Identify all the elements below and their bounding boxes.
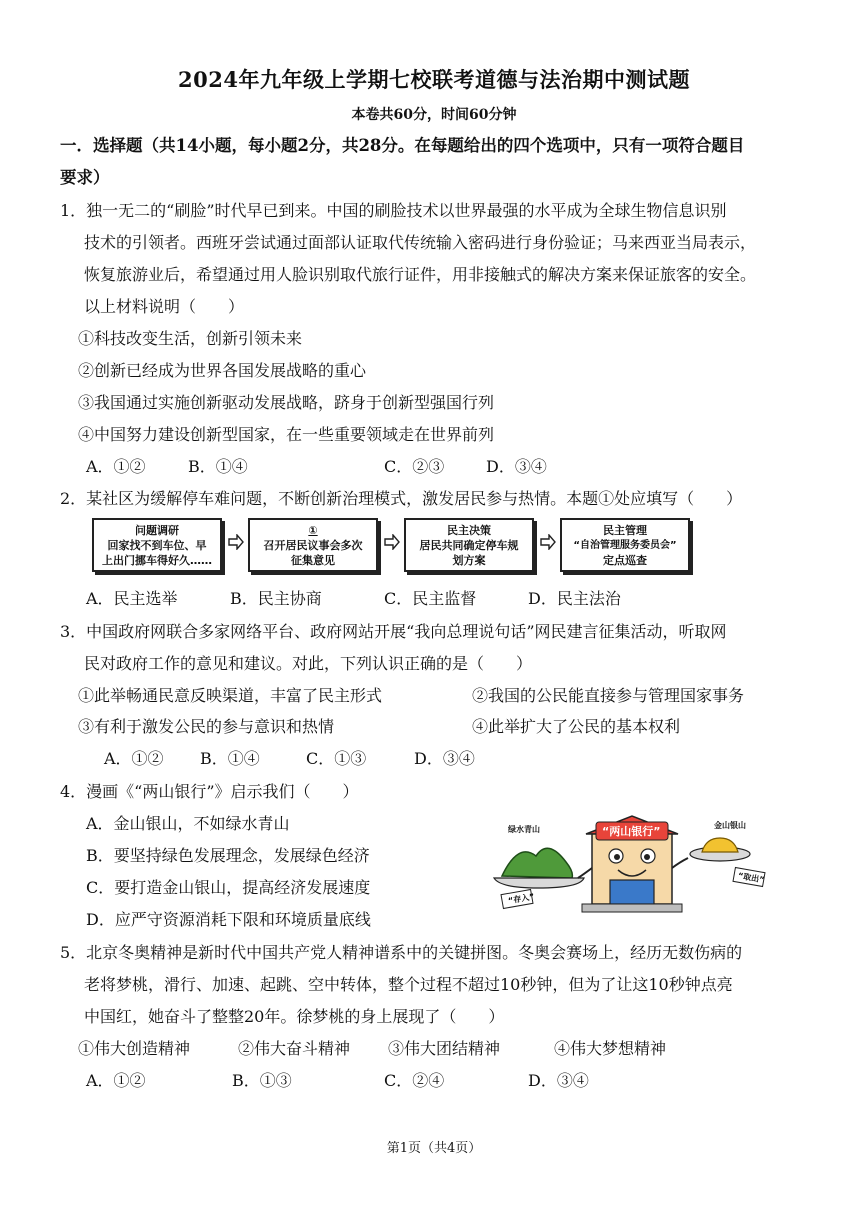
q5-option-b[interactable]: B．①③ <box>232 1071 292 1090</box>
flow-box-decision: 民主决策 居民共同确定停车规 划方案 <box>404 518 534 572</box>
cartoon-label-left: 绿水青山 <box>508 825 540 834</box>
q2-option-a[interactable]: A．民主选举 <box>86 589 178 608</box>
q1-item: ③我国通过实施创新驱动发展战略，跻身于创新型强国行列 <box>78 393 495 412</box>
q5-option-a[interactable]: A．①② <box>86 1071 146 1090</box>
q5-item: ④伟大梦想精神 <box>554 1039 667 1058</box>
q4-option-b[interactable]: B．要坚持绿色发展理念，发展绿色经济 <box>86 846 370 865</box>
flow-box-research: 问题调研 回家找不到车位、早 上出门挪车得好久…… <box>92 518 222 572</box>
cartoon-bank-label: “两山银行” <box>602 825 661 838</box>
q5-stem-line: 老将梦桃，滑行、加速、起跳、空中转体，整个过程不超过10秒钟，但为了让这10秒钟点亮 <box>84 975 733 994</box>
q2-option-d[interactable]: D．民主法治 <box>528 589 621 608</box>
flow-box-management: 民主管理 “自治管理服务委员会” 定点巡查 <box>560 518 690 572</box>
q3-option-b[interactable]: B．①④ <box>200 749 260 768</box>
q5-item: ③伟大团结精神 <box>388 1039 501 1058</box>
q4-option-a[interactable]: A．金山银山，不如绿水青山 <box>86 814 290 833</box>
q1-stem-line: 恢复旅游业后，希望通过用人脸识别取代旅行证件，用非接触式的解决方案来保证旅客的安全。 <box>84 265 757 284</box>
cartoon-label-right: 金山银山 <box>714 821 746 830</box>
q2-stem: 2．某社区为缓解停车难问题，不断创新治理模式，激发居民参与热情。本题①处应填写（ ） <box>60 489 743 508</box>
q3-item: ②我国的公民能直接参与管理国家事务 <box>472 686 745 705</box>
q1-option-d[interactable]: D．③④ <box>486 457 547 476</box>
q1-option-b[interactable]: B．①④ <box>188 457 248 476</box>
q5-item: ①伟大创造精神 <box>78 1039 191 1058</box>
q3-stem-line: 民对政府工作的意见和建议。对此，下列认识正确的是（ ） <box>84 654 533 673</box>
q5-option-c[interactable]: C．②④ <box>384 1071 445 1090</box>
q3-option-c[interactable]: C．①③ <box>306 749 367 768</box>
q3-option-d[interactable]: D．③④ <box>414 749 475 768</box>
q5-stem-line: 中国红，她奋斗了整整20年。徐梦桃的身上展现了（ ） <box>84 1007 505 1026</box>
two-mountains-bank-cartoon <box>488 812 772 920</box>
page-number: 第1页（共4页） <box>386 1141 482 1156</box>
q1-option-c[interactable]: C．②③ <box>384 457 445 476</box>
q1-stem-line: 以上材料说明（ ） <box>84 297 245 316</box>
section-heading: 一．选择题（共14小题，每小题2分，共28分。在每题给出的四个选项中，只有一项符合题目 <box>60 136 745 155</box>
q5-stem-line: 5．北京冬奥精神是新时代中国共产党人精神谱系中的关键拼图。冬奥会赛场上，经历无数伤病的 <box>60 943 743 962</box>
q1-option-a[interactable]: A．①② <box>86 457 146 476</box>
page-title: 2024年九年级上学期七校联考道德与法治期中测试题 <box>178 67 690 92</box>
q1-item: ①科技改变生活，创新引领未来 <box>78 329 303 348</box>
q2-flowchart <box>92 518 692 578</box>
q4-option-d[interactable]: D．应严守资源消耗下限和环境质量底线 <box>86 910 371 929</box>
q3-option-a[interactable]: A．①② <box>104 749 164 768</box>
q1-stem-line: 技术的引领者。西班牙尝试通过面部认证取代传统输入密码进行身份验证；马来西亚当局表示， <box>84 233 757 252</box>
q2-option-c[interactable]: C．民主监督 <box>384 589 477 608</box>
q3-item: ④此举扩大了公民的基本权利 <box>472 717 681 736</box>
q3-stem-line: 3．中国政府网联合多家网络平台、政府网站开展“我向总理说句话”网民建言征集活动，听取网 <box>60 622 727 641</box>
q1-stem-line: 1．独一无二的“刷脸”时代早已到来。中国的刷脸技术以世界最强的水平成为全球生物信息识别 <box>60 201 727 220</box>
q3-item: ③有利于激发公民的参与意识和热情 <box>78 717 335 736</box>
q1-item: ④中国努力建设创新型国家，在一些重要领域走在世界前列 <box>78 425 495 444</box>
cartoon-label-in: “存入” <box>507 892 536 906</box>
q5-option-d[interactable]: D．③④ <box>528 1071 589 1090</box>
section-heading-cont: 要求） <box>60 168 110 187</box>
arrow-right-icon <box>540 534 556 550</box>
q4-option-c[interactable]: C．要打造金山银山，提高经济发展速度 <box>86 878 371 897</box>
q1-item: ②创新已经成为世界各国发展战略的重心 <box>78 361 367 380</box>
arrow-right-icon <box>384 534 400 550</box>
arrow-right-icon <box>228 534 244 550</box>
q3-item: ①此举畅通民意反映渠道，丰富了民主形式 <box>78 686 383 705</box>
cartoon-label-out: “取出” <box>737 871 765 885</box>
flow-box-blank: ① 召开居民议事会多次 征集意见 <box>248 518 378 572</box>
q5-item: ②伟大奋斗精神 <box>238 1039 351 1058</box>
q2-option-b[interactable]: B．民主协商 <box>230 589 322 608</box>
q4-stem: 4．漫画《“两山银行”》启示我们（ ） <box>60 782 359 801</box>
page-subtitle: 本卷共60分，时间60分钟 <box>351 107 517 123</box>
